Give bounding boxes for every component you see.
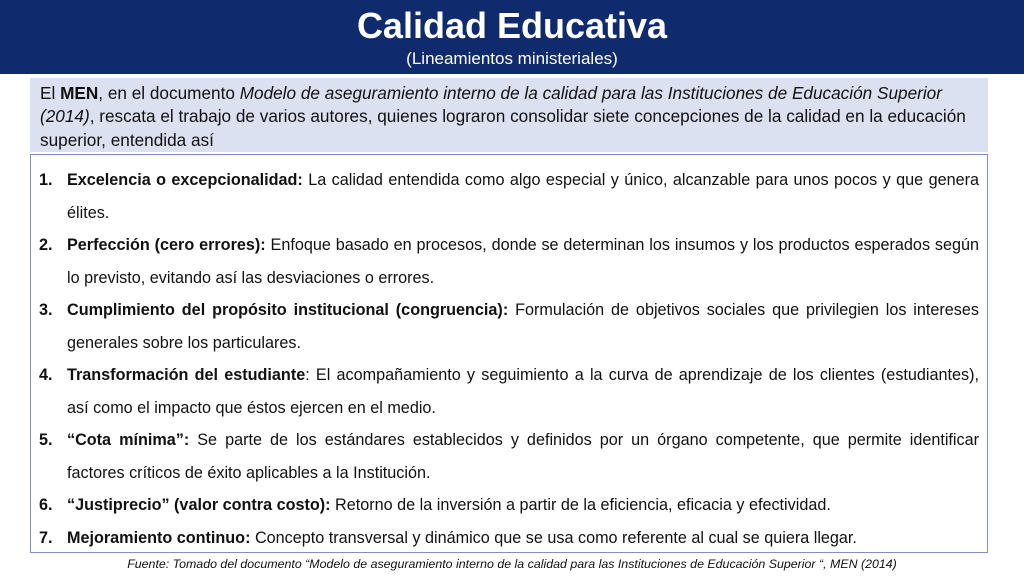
list-item: [39, 424, 979, 489]
intro-document-title: Modelo de aseguramiento interno de la calidad para las Instituciones de Educación Superior (2014): [40, 83, 942, 127]
item-description: Enfoque basado en procesos, donde se determinan los insumos y los productos esperados según lo previsto, evitando así las desviaciones o errores.: [67, 236, 980, 287]
intro-text-2: , en el documento: [98, 83, 240, 103]
item-description: : El acompañamiento y seguimiento a la curva de aprendizaje de los clientes (estudiantes), así como el impacto que éstos ejercen en el medio.: [67, 366, 979, 417]
concepts-list-box: [30, 154, 988, 553]
list-item: [39, 359, 979, 424]
item-term: Perfección (cero errores):: [67, 236, 266, 254]
title-banner: [0, 0, 1024, 74]
item-description: Concepto transversal y dinámico que se usa como referente al cual se quiera llegar.: [250, 528, 857, 547]
page-subtitle: (Lineamientos ministeriales): [406, 49, 618, 68]
item-description: La calidad entendida como algo especial y único, alcanzable para unos pocos y que genera élites.: [67, 171, 979, 222]
source-footnote: Fuente: Tomado del documento “Modelo de aseguramiento interno de la calidad para las Instituciones de Educación Superior “, MEN (2014): [127, 557, 897, 571]
intro-men-acronym: MEN: [60, 83, 99, 103]
item-description: Formulación de objetivos sociales que privilegien los intereses generales sobre los particulares.: [67, 301, 979, 352]
item-term: Mejoramiento continuo:: [67, 528, 251, 547]
intro-text-3: , rescata el trabajo de varios autores, quienes lograron consolidar siete concepciones de la calidad en la educación superior, entendida así: [40, 106, 966, 150]
concepts-list: [39, 164, 979, 554]
item-number: 4.: [39, 366, 53, 384]
item-description: Retorno de la inversión a partir de la eficiencia, eficacia y efectividad.: [330, 496, 831, 514]
item-number: 5.: [39, 431, 53, 449]
intro-text-1: El: [40, 83, 61, 103]
list-item: [39, 522, 979, 555]
page-title: Calidad Educativa: [356, 5, 668, 46]
item-number: 6.: [39, 496, 53, 514]
item-term: Transformación del estudiante: [67, 366, 306, 384]
list-item: [39, 229, 979, 294]
item-number: 7.: [39, 528, 53, 547]
item-term: “Justiprecio” (valor contra costo):: [67, 496, 331, 514]
item-term: “Cota mínima”:: [67, 431, 190, 449]
item-number: 1.: [39, 171, 53, 189]
item-number: 2.: [39, 236, 53, 254]
intro-paragraph: [30, 78, 988, 152]
list-item: [39, 294, 979, 359]
list-item: [39, 489, 979, 522]
item-description: Se parte de los estándares establecidos y definidos por un órgano competente, que permite identificar factores críticos de éxito aplicables a la Institución.: [67, 431, 979, 482]
item-term: Excelencia o excepcionalidad:: [67, 171, 303, 189]
list-item: [39, 164, 979, 229]
item-number: 3.: [39, 301, 53, 319]
item-term: Cumplimiento del propósito institucional (congruencia):: [67, 301, 509, 319]
